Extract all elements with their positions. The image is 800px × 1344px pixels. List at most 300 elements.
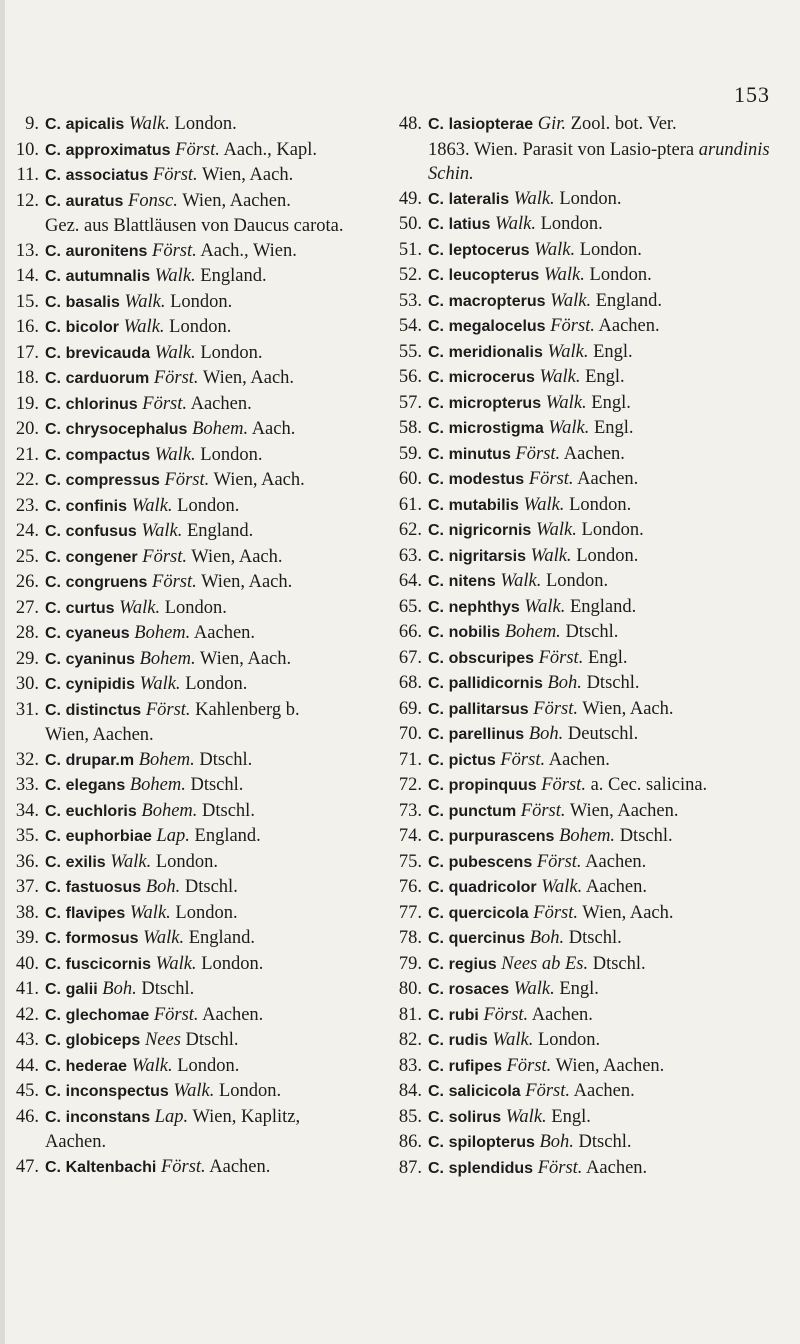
entry-text	[428, 1156, 794, 1182]
entry-number: 47.	[15, 1156, 39, 1177]
author-name: Lap.	[154, 1106, 189, 1127]
author-name: Walk.	[129, 902, 171, 923]
locality: London.	[174, 114, 237, 134]
entry-number: 17.	[15, 342, 39, 363]
genus-abbrev: C.	[428, 471, 444, 488]
locality: England.	[194, 826, 261, 846]
species-entry	[14, 672, 379, 698]
entry-text	[428, 212, 794, 238]
species-entry	[394, 493, 794, 519]
species-entry	[14, 392, 379, 418]
entry-number: 37.	[15, 877, 39, 897]
continuation-text: Aachen.	[45, 1132, 107, 1152]
species-entry	[14, 239, 379, 265]
species-entry	[14, 545, 379, 571]
locality: Wien, Aach.	[202, 368, 295, 388]
author-name: Först.	[153, 1004, 199, 1025]
author-name: Först.	[175, 139, 220, 160]
species-entry	[14, 341, 379, 367]
entry-text	[45, 1003, 379, 1029]
genus-abbrev: C.	[45, 395, 61, 413]
author-name: Bohem.	[138, 749, 195, 770]
entry-text	[45, 1155, 379, 1181]
species-entry	[394, 1003, 794, 1029]
author-name: Först.	[152, 240, 197, 261]
genus-abbrev: C.	[428, 751, 444, 769]
species-entry	[394, 952, 794, 978]
entry-number: 48.	[398, 114, 422, 134]
author-name: Boh.	[539, 1132, 574, 1152]
author-name: Walk.	[492, 1030, 534, 1050]
species-entry	[14, 926, 379, 952]
locality: Dtschl.	[578, 1132, 632, 1152]
genus-abbrev: C.	[45, 421, 61, 438]
genus-abbrev: C.	[45, 981, 61, 998]
species-name: hederae	[65, 1057, 127, 1075]
locality: Engl.	[587, 647, 628, 668]
author-name: Walk.	[123, 317, 165, 337]
species-name: latius	[448, 216, 491, 233]
author-name: Boh.	[529, 928, 565, 948]
entry-number: 32.	[15, 749, 39, 770]
species-entry	[394, 112, 794, 187]
author-name: Walk.	[550, 290, 592, 311]
locality: Aachen.	[209, 1156, 271, 1177]
locality: Dtschl.	[586, 673, 640, 693]
entry-text	[45, 850, 379, 876]
entry-text	[428, 493, 794, 519]
entry-text	[428, 1054, 794, 1080]
species-entry	[14, 494, 379, 520]
locality: Aachen.	[585, 851, 647, 872]
entry-number: 24.	[15, 521, 39, 541]
author-name: Walk.	[495, 214, 536, 234]
author-name: Walk.	[131, 1055, 173, 1076]
author-name: Walk.	[547, 341, 589, 362]
genus-abbrev: C.	[428, 496, 444, 514]
genus-abbrev: C.	[45, 828, 61, 845]
species-name: pallitarsus	[448, 700, 529, 718]
entry-number: 65.	[398, 596, 422, 617]
entry-text	[45, 264, 379, 290]
entry-number: 56.	[398, 367, 422, 387]
species-entry	[394, 901, 794, 927]
entry-number: 74.	[398, 826, 422, 846]
locality: London.	[177, 495, 240, 516]
entry-number: 70.	[398, 724, 422, 744]
continuation-line	[45, 214, 379, 239]
genus-abbrev: C.	[428, 879, 444, 896]
genus-abbrev: C.	[428, 1083, 444, 1100]
genus-abbrev: C.	[45, 1032, 61, 1049]
entry-number: 39.	[15, 928, 39, 948]
entry-text	[428, 442, 794, 468]
entry-number: 77.	[398, 902, 422, 923]
entry-text	[45, 773, 379, 799]
entry-text	[428, 977, 794, 1003]
species-name: bicolor	[65, 319, 119, 336]
author-name: Först.	[533, 698, 578, 719]
locality: a. Cec. salicina.	[590, 775, 708, 795]
entry-text	[428, 875, 794, 901]
entry-text	[45, 239, 379, 265]
genus-abbrev: C.	[428, 292, 444, 310]
genus-abbrev: C.	[428, 394, 444, 412]
entry-number: 51.	[398, 239, 422, 260]
species-entry	[394, 289, 794, 315]
genus-abbrev: C.	[428, 955, 444, 973]
continuation-line	[45, 723, 379, 748]
locality: Aach.	[251, 419, 296, 439]
entry-text	[428, 850, 794, 876]
author-name: Walk.	[545, 392, 587, 413]
entry-text	[45, 519, 379, 545]
author-name: Först.	[152, 572, 197, 592]
author-name: Boh.	[528, 724, 564, 744]
species-entry	[394, 1079, 794, 1105]
entry-number: 31.	[15, 699, 39, 720]
entry-text	[45, 189, 379, 239]
entry-text	[428, 799, 794, 825]
genus-abbrev: C.	[45, 676, 61, 693]
genus-abbrev: C.	[428, 904, 444, 922]
genus-abbrev: C.	[45, 1057, 61, 1075]
locality: Aachen.	[573, 1081, 635, 1101]
entry-number: 14.	[15, 266, 39, 286]
locality: England.	[200, 266, 267, 286]
species-entry	[394, 467, 794, 493]
species-entry	[394, 748, 794, 774]
species-name: exilis	[65, 853, 106, 871]
locality: Engl.	[591, 392, 631, 413]
author-name: Först.	[515, 443, 561, 464]
author-name: Walk.	[154, 444, 196, 465]
species-entry	[394, 416, 794, 442]
species-name: chrysocephalus	[65, 421, 188, 438]
locality: Aachen.	[577, 469, 639, 489]
author-name: Först.	[142, 393, 187, 414]
species-name: quercinus	[448, 930, 526, 947]
genus-abbrev: C.	[428, 649, 444, 667]
species-entry	[394, 799, 794, 825]
entry-text	[45, 977, 379, 1003]
genus-abbrev: C.	[45, 319, 61, 336]
entry-number: 19.	[15, 393, 39, 414]
genus-abbrev: C.	[428, 573, 444, 590]
entry-number: 34.	[15, 800, 39, 821]
species-entry	[14, 952, 379, 978]
species-entry	[394, 263, 794, 289]
species-entry	[394, 1028, 794, 1054]
locality: Dtschl.	[184, 877, 238, 897]
entry-text	[428, 544, 794, 570]
species-name: Kaltenbachi	[65, 1158, 157, 1176]
genus-abbrev: C.	[45, 242, 61, 260]
species-name: rubi	[448, 1006, 479, 1024]
entry-number: 36.	[15, 851, 39, 872]
entry-text	[428, 467, 794, 493]
species-name: chlorinus	[65, 395, 138, 413]
entry-number: 53.	[398, 290, 422, 311]
species-entry	[14, 850, 379, 876]
species-name: nephthys	[448, 598, 520, 616]
genus-abbrev: C.	[428, 853, 444, 871]
author-name: Gir.	[537, 114, 567, 134]
entry-text	[45, 1054, 379, 1080]
species-entry	[394, 824, 794, 850]
entry-number: 15.	[15, 291, 39, 312]
species-name: cyaneus	[65, 625, 130, 642]
species-entry	[14, 1155, 379, 1181]
entry-text	[45, 112, 379, 138]
species-entry	[14, 596, 379, 622]
genus-abbrev: C.	[45, 344, 61, 362]
author-name: Först.	[525, 1081, 571, 1101]
author-name: Bohem.	[139, 648, 196, 669]
species-entry	[394, 1130, 794, 1156]
genus-abbrev: C.	[45, 625, 61, 642]
species-name: associatus	[65, 167, 149, 184]
species-name: drupar.m	[65, 751, 135, 769]
entry-number: 76.	[398, 877, 422, 897]
author-name: Bohem.	[129, 775, 186, 795]
species-entry	[14, 417, 379, 443]
entry-number: 72.	[398, 775, 422, 795]
genus-abbrev: C.	[45, 751, 61, 769]
entry-number: 85.	[398, 1106, 422, 1127]
author-name: Först.	[550, 316, 595, 336]
author-name: Först.	[541, 775, 586, 795]
species-name: autumnalis	[65, 268, 151, 285]
species-name: carduorum	[65, 370, 150, 387]
species-entry	[14, 621, 379, 647]
locality: Wien, Aach.	[213, 470, 305, 490]
entry-text	[428, 595, 794, 621]
entry-number: 38.	[15, 902, 39, 923]
entry-number: 58.	[398, 418, 422, 438]
species-name: nobilis	[448, 624, 501, 641]
author-name: Bohem.	[504, 622, 561, 642]
locality: London.	[175, 902, 238, 923]
genus-abbrev: C.	[428, 216, 444, 233]
genus-abbrev: C.	[428, 624, 444, 641]
entry-number: 42.	[15, 1004, 39, 1025]
locality: Aachen.	[190, 393, 252, 414]
genus-abbrev: C.	[428, 445, 444, 463]
entry-text	[45, 647, 379, 673]
entry-number: 30.	[15, 674, 39, 694]
author-name: Walk.	[539, 367, 581, 387]
author-name: Walk.	[548, 418, 590, 438]
locality: Aachen.	[548, 749, 610, 770]
entry-number: 73.	[398, 800, 422, 821]
entry-text	[428, 365, 794, 391]
locality: Zool. bot. Ver.	[570, 114, 677, 134]
species-name: modestus	[448, 471, 525, 488]
left-column	[14, 112, 379, 1180]
entry-number: 63.	[398, 545, 422, 566]
locality: London.	[581, 520, 644, 540]
species-entry	[394, 391, 794, 417]
species-entry	[14, 443, 379, 469]
entry-text	[45, 392, 379, 418]
locality: Aachen.	[586, 1157, 648, 1178]
continuation-line	[428, 138, 794, 187]
species-name: leucopterus	[448, 267, 540, 284]
entry-number: 22.	[15, 470, 39, 490]
locality: Wien, Aach.	[201, 572, 293, 592]
author-name: Bohem.	[141, 800, 198, 821]
author-name: Walk.	[543, 265, 585, 285]
species-name: rufipes	[448, 1057, 502, 1075]
author-name: Först.	[142, 546, 187, 567]
locality: Aachen.	[531, 1004, 593, 1025]
entry-number: 40.	[15, 953, 39, 974]
genus-abbrev: C.	[428, 1057, 444, 1075]
species-entry	[394, 187, 794, 213]
locality: Engl.	[551, 1106, 591, 1127]
genus-abbrev: C.	[45, 904, 61, 922]
author-name: Walk.	[131, 495, 173, 516]
genus-abbrev: C.	[45, 1158, 61, 1176]
genus-abbrev: C.	[428, 267, 444, 284]
species-name: microcerus	[448, 369, 535, 386]
entry-text	[428, 289, 794, 315]
species-entry	[14, 824, 379, 850]
genus-abbrev: C.	[45, 370, 61, 387]
entry-text	[45, 468, 379, 494]
entry-number: 16.	[15, 317, 39, 337]
continuation-text: Gez. aus Blattläusen von Daucus carota.	[45, 216, 344, 236]
genus-abbrev: C.	[428, 930, 444, 947]
entry-number: 33.	[15, 775, 39, 795]
locality: Kahlenberg b.	[195, 699, 300, 720]
entry-number: 81.	[398, 1004, 422, 1025]
species-name: compressus	[65, 472, 160, 489]
author-name: Walk.	[124, 291, 166, 312]
locality: Engl.	[593, 341, 633, 362]
species-name: congruens	[65, 574, 148, 591]
species-name: leptocerus	[448, 241, 530, 259]
species-name: euphorbiae	[65, 828, 152, 845]
locality: London.	[155, 851, 219, 872]
species-name: solirus	[448, 1108, 502, 1126]
species-entry	[394, 212, 794, 238]
species-name: pallidicornis	[448, 675, 543, 692]
page-number: 153	[734, 82, 770, 107]
entry-text	[45, 926, 379, 952]
entry-number: 49.	[398, 188, 422, 209]
species-entry	[394, 875, 794, 901]
entry-number: 80.	[398, 979, 422, 999]
locality: Dtschl.	[185, 1030, 239, 1050]
locality: Engl.	[559, 979, 599, 999]
species-name: lasiopterae	[448, 116, 534, 133]
species-entry	[394, 671, 794, 697]
entry-text	[428, 748, 794, 774]
species-name: nigricornis	[448, 522, 532, 539]
entry-number: 41.	[15, 979, 39, 999]
species-name: micropterus	[448, 394, 542, 412]
entry-text	[428, 646, 794, 672]
continuation-text: 1863. Wien. Parasit von Lasio-ptera	[428, 139, 695, 160]
genus-abbrev: C.	[428, 241, 444, 259]
species-entry	[394, 850, 794, 876]
locality: London.	[569, 494, 632, 515]
author-name: Walk.	[128, 114, 170, 134]
entry-text	[428, 824, 794, 850]
entry-text	[45, 672, 379, 698]
genus-abbrev: C.	[428, 777, 444, 794]
entry-number: 54.	[398, 316, 422, 336]
author-name: Walk.	[154, 342, 196, 363]
species-entry	[394, 646, 794, 672]
locality: London.	[579, 239, 642, 260]
locality: London.	[201, 953, 264, 974]
entry-text	[428, 1003, 794, 1029]
entry-number: 29.	[15, 648, 39, 669]
genus-abbrev: C.	[45, 802, 61, 820]
locality: London.	[545, 571, 609, 591]
entry-number: 82.	[398, 1030, 422, 1050]
entry-number: 13.	[15, 240, 39, 261]
author-name: Walk.	[154, 266, 196, 286]
entry-text	[428, 926, 794, 952]
genus-abbrev: C.	[45, 930, 61, 947]
species-entry	[14, 647, 379, 673]
species-name: regius	[448, 955, 497, 973]
species-name: rosaces	[448, 981, 510, 998]
genus-abbrev: C.	[428, 369, 444, 386]
entry-text	[45, 315, 379, 341]
genus-abbrev: C.	[45, 523, 61, 540]
locality: London.	[218, 1081, 282, 1101]
species-name: obscuripes	[448, 649, 534, 667]
species-entry	[14, 901, 379, 927]
entry-text	[45, 570, 379, 596]
species-name: pubescens	[448, 853, 533, 871]
species-entry	[394, 977, 794, 1003]
species-entry	[394, 518, 794, 544]
locality: London.	[177, 1055, 240, 1076]
entry-text	[45, 698, 379, 748]
species-name: rudis	[448, 1032, 488, 1049]
author-name: Boh.	[102, 979, 137, 999]
entry-text	[428, 1130, 794, 1156]
continuation-host: arundinis Schin.	[428, 139, 770, 184]
species-name: quercicola	[448, 904, 529, 922]
locality: London.	[559, 188, 622, 209]
species-entry	[394, 569, 794, 595]
author-name: Först.	[528, 469, 574, 489]
entry-number: 66.	[398, 622, 422, 642]
author-name: Walk.	[513, 979, 555, 999]
species-entry	[14, 189, 379, 239]
author-name: Bohem.	[134, 623, 191, 643]
entry-text	[45, 417, 379, 443]
entry-text	[45, 952, 379, 978]
species-name: auratus	[65, 192, 124, 210]
genus-abbrev: C.	[45, 574, 61, 591]
species-entry	[14, 1028, 379, 1054]
species-name: inconstans	[65, 1108, 151, 1126]
species-entry	[14, 112, 379, 138]
genus-abbrev: C.	[45, 853, 61, 871]
entry-number: 50.	[398, 214, 422, 234]
genus-abbrev: C.	[45, 777, 61, 794]
species-name: macropterus	[448, 292, 546, 310]
entry-number: 35.	[15, 826, 39, 846]
